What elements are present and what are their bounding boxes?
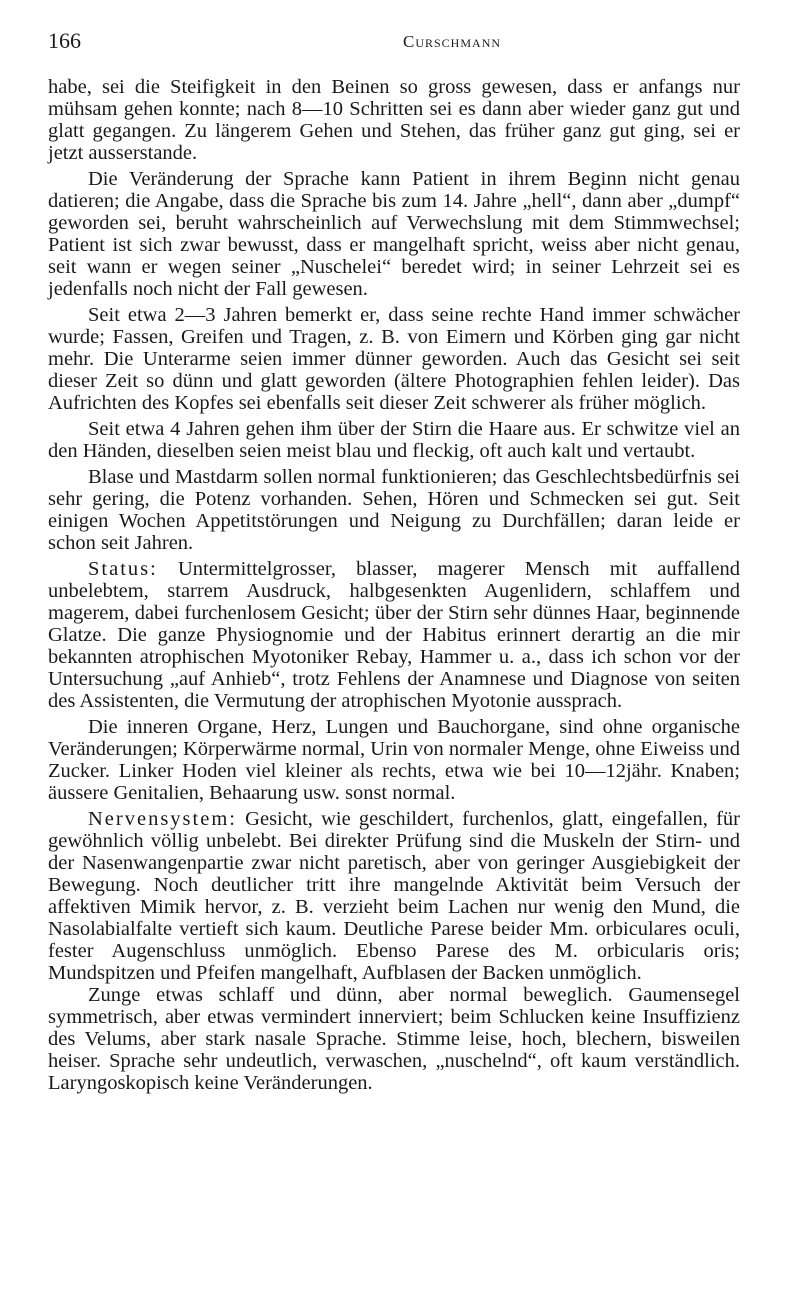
page-number: 166 xyxy=(48,28,81,53)
paragraph-3: Seit etwa 2—3 Jahren bemerkt er, dass seine rechte Hand immer schwächer wurde; Fassen, Greifen und Tragen, z. B. von Eimern und Körben ging gar nicht mehr. Die Unterarme seien immer dünner geworden. Auch das Gesicht sei seit dieser Zeit so dünn und glatt geworden (ältere Photographien fehlen leider). Das Aufrichten des Kopfes sei ebenfalls seit dieser Zeit schwerer als früher möglich. xyxy=(48,304,740,414)
nervensystem-lead: Nervensystem: xyxy=(88,808,237,830)
paragraph-1: habe, sei die Steifigkeit in den Beinen so gross gewesen, dass er anfangs nur mühsam gehen konnte; nach 8—10 Schritten sei es dann aber wieder ganz gut und glatt gegangen. Zu längerem Gehen und Stehen, das früher ganz gut ging, sei er jetzt ausserstande. xyxy=(48,76,740,164)
paragraph-status: Status: Untermittelgrosser, blasser, magerer Mensch mit auffallend unbelebtem, starrem Ausdruck, halbgesenkten Augenlidern, schlaffem und magerem, dabei furchenlosem Gesicht; über der Stirn sehr dünnes Haar, beginnende Glatze. Die ganze Physiognomie und der Habitus erinnert derartig an die mir bekannten atrophischen Myotoniker Rebay, Hammer u. a., dass ich schon vor der Untersuchung „auf Anhieb“, trotz Fehlens der Anamnese und Diagnose von seiten des Assistenten, die Vermutung der atrophischen Myotonie aussprach. xyxy=(48,558,740,712)
paragraph-4: Seit etwa 4 Jahren gehen ihm über der Stirn die Haare aus. Er schwitze viel an den Händen, dieselben seien meist blau und fleckig, oft auch kalt und vertaubt. xyxy=(48,418,740,462)
paragraph-7: Die inneren Organe, Herz, Lungen und Bauchorgane, sind ohne organische Veränderungen; Körperwärme normal, Urin von normaler Menge, ohne Eiweiss und Zucker. Linker Hoden viel kleiner als rechts, etwa wie bei 10—12jähr. Knaben; äussere Genitalien, Behaarung usw. sonst normal. xyxy=(48,716,740,804)
status-lead: Status: xyxy=(88,558,158,580)
paragraph-nervensystem: Nervensystem: Gesicht, wie geschildert, furchenlos, glatt, eingefallen, für gewöhnlich völlig unbelebt. Bei direkter Prüfung sind die Muskeln der Stirn- und der Nasenwangenpartie zwar nicht paretisch, aber von geringer Ausgiebigkeit der Bewegung. Noch deutlicher tritt ihre mangelnde Aktivität beim Versuch der affektiven Mimik hervor, z. B. verzieht beim Lachen nur wenig den Mund, die Nasolabialfalte vertieft sich kaum. Deutliche Parese beider Mm. orbiculares oculi, fester Augenschluss unmöglich. Ebenso Parese des M. orbicularis oris; Mundspitzen und Pfeifen mangelhaft, Aufblasen der Backen unmöglich. xyxy=(48,808,740,984)
paragraph-9: Zunge etwas schlaff und dünn, aber normal beweglich. Gaumensegel symmetrisch, aber etwas vermindert innerviert; beim Schlucken keine Insuffizienz des Velums, aber stark nasale Sprache. Stimme leise, hoch, blechern, bisweilen heiser. Sprache sehr undeutlich, verwaschen, „nuschelnd“, oft kaum verständlich. Laryngoskopisch keine Veränderungen. xyxy=(48,984,740,1094)
body-text xyxy=(48,76,740,1094)
paragraph-5: Blase und Mastdarm sollen normal funktionieren; das Geschlechtsbedürfnis sei sehr gering, die Potenz vorhanden. Sehen, Hören und Schmecken sei gut. Seit einigen Wochen Appetitstörungen und Neigung zu Durchfällen; daran leide er schon seit Jahren. xyxy=(48,466,740,554)
paragraph-2: Die Veränderung der Sprache kann Patient in ihrem Beginn nicht genau datieren; die Angabe, dass die Sprache bis zum 14. Jahre „hell“, dann aber „dumpf“ geworden sei, beruht wahrscheinlich auf Verwechslung mit dem Stimmwechsel; Patient ist sich zwar bewusst, dass er mangelhaft spricht, weiss aber nicht genau, seit wann er wegen seiner „Nuschelei“ beredet wird; in seiner Lehrzeit sei es jedenfalls noch nicht der Fall gewesen. xyxy=(48,168,740,300)
page-header xyxy=(48,28,758,64)
running-head: Curschmann xyxy=(403,32,502,51)
